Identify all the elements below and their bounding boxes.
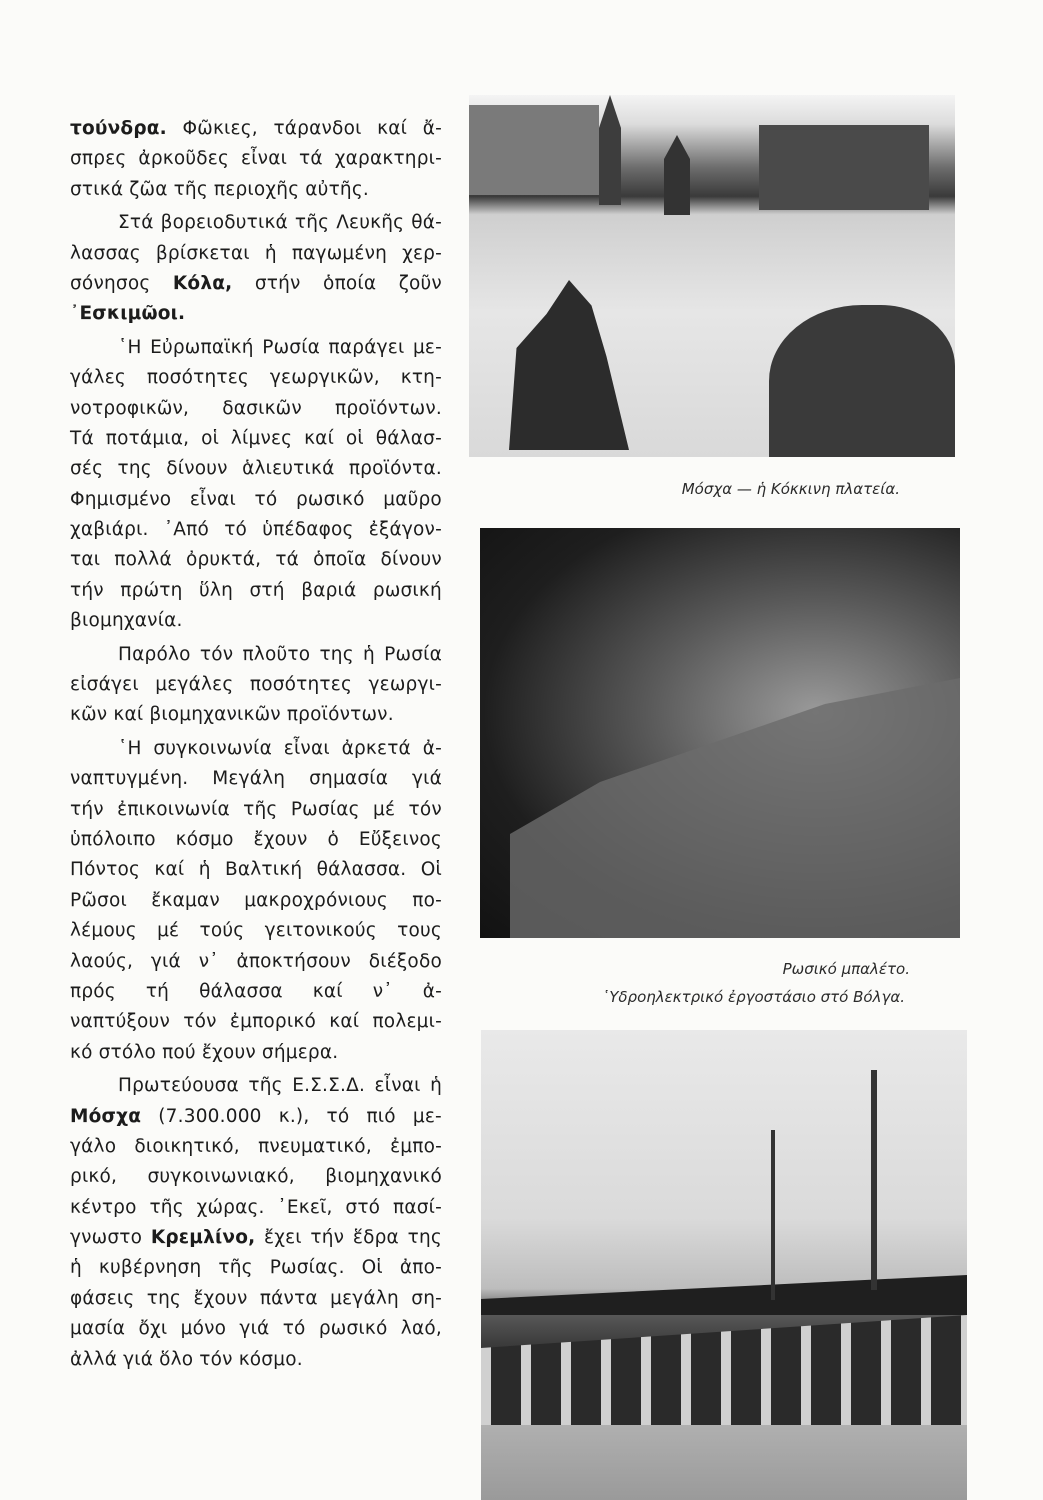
- text-line: [70, 515, 442, 545]
- word: θάλασ-: [375, 427, 442, 449]
- word: ἐπικοινωνία: [117, 798, 230, 820]
- text-line: [70, 545, 442, 575]
- word: τό: [326, 1105, 350, 1127]
- word: τή: [145, 980, 170, 1002]
- word: πολλά: [114, 549, 172, 571]
- text-line: [70, 144, 442, 174]
- word: Πρωτεύουσα: [118, 1075, 239, 1097]
- word: νοτροφικῶν,: [70, 397, 190, 419]
- word: ποσότητες: [146, 367, 249, 389]
- word: βιομηχανικό: [325, 1166, 442, 1188]
- text-line: [70, 825, 442, 855]
- word: τό: [254, 488, 278, 510]
- historical-museum: [759, 125, 929, 210]
- word: τῆς: [248, 1075, 283, 1097]
- word: προϊόντα.: [348, 458, 442, 480]
- word: βαριά: [301, 579, 357, 601]
- word: ἁλιευτικά: [242, 458, 335, 480]
- word: ᾿Εκεῖ,: [277, 1196, 333, 1218]
- word: τά: [275, 549, 300, 571]
- word: Τά: [70, 427, 94, 449]
- word: Ρῶσοι: [70, 889, 127, 911]
- word: Ε.Σ.Σ.Δ.: [292, 1075, 366, 1097]
- paragraph: [70, 114, 442, 205]
- photo-volga-hydroelectric-plant: [481, 1030, 967, 1500]
- word: τόν: [199, 1348, 233, 1370]
- word: ποσότητες: [249, 674, 353, 696]
- word: ἀ-: [422, 980, 442, 1002]
- word: ποτάμια,: [105, 427, 190, 449]
- word: προϊόντων.: [335, 397, 442, 419]
- word: Ρωσίας: [290, 798, 360, 820]
- word: Ρωσία: [384, 643, 442, 665]
- word: τό: [224, 519, 248, 541]
- word: ἔχει: [264, 1227, 302, 1249]
- word: τῆς: [149, 1196, 184, 1218]
- photo-red-square-moscow: [469, 95, 955, 457]
- word: στήν: [254, 272, 301, 294]
- word: σήμερα.: [261, 1041, 339, 1063]
- text-line: [70, 208, 442, 238]
- word: ἡ: [264, 242, 277, 264]
- word: ναπτύξουν: [70, 1011, 170, 1033]
- word: καί: [312, 980, 343, 1002]
- word: πλοῦτο: [242, 643, 311, 665]
- text-line: [70, 700, 442, 730]
- word: ἀποκτήσουν: [236, 950, 351, 972]
- text-line: [70, 947, 442, 977]
- tree: [769, 305, 955, 457]
- word: διοικητικό,: [134, 1135, 240, 1157]
- word: παγωμένη: [291, 242, 388, 264]
- word: πολεμι-: [372, 1011, 442, 1033]
- word: ρωσικό: [295, 488, 365, 510]
- word: Εὐρωπαϊκή: [150, 336, 254, 358]
- word: εἰσάγει: [70, 674, 139, 696]
- word: ἀ-: [422, 737, 442, 759]
- word: τούς: [199, 920, 245, 942]
- word: χώρας.: [196, 1196, 265, 1218]
- word: Οἱ: [361, 1257, 383, 1279]
- word: Στά: [118, 212, 154, 234]
- word: κῶν: [70, 704, 108, 726]
- dam-deck: [481, 1275, 967, 1315]
- word: συγκοινωνιακό,: [147, 1166, 295, 1188]
- word: γιά: [411, 768, 442, 790]
- word: ὁποῖα: [313, 549, 367, 571]
- word: λέμους: [70, 920, 137, 942]
- word: ν᾿: [198, 950, 219, 972]
- word: οἱ: [201, 427, 220, 449]
- word: πασί-: [393, 1196, 442, 1218]
- word: ται: [70, 549, 101, 571]
- word: καί: [154, 859, 185, 881]
- text-line: [70, 1314, 442, 1344]
- word: παράγει: [328, 336, 405, 358]
- word: ἐμπο-: [390, 1135, 442, 1157]
- word: γιά: [123, 1348, 154, 1370]
- dancers-group: [510, 678, 960, 938]
- kremlin-tower: [599, 95, 621, 205]
- text-line: [70, 239, 442, 269]
- word: στό: [345, 1196, 381, 1218]
- word: μόνο: [180, 1318, 227, 1340]
- word: χαρακτηρι-: [334, 148, 442, 170]
- word: Μεγάλη: [212, 768, 286, 790]
- text-line: [70, 977, 442, 1007]
- word: εἶναι: [283, 737, 330, 759]
- word: εἶναι: [374, 1075, 421, 1097]
- word: Φημισμένο: [70, 488, 172, 510]
- word: Βαλτική: [224, 859, 303, 881]
- word: ὄχι: [138, 1318, 168, 1340]
- word: ὁ: [327, 828, 339, 850]
- word: τήν: [310, 1227, 345, 1249]
- word: αὐτῆς.: [305, 178, 369, 200]
- text-line: [70, 764, 442, 794]
- word: δίνουν: [166, 458, 228, 480]
- word: συγκοινωνία: [153, 737, 272, 759]
- word: κυβέρνηση: [98, 1257, 202, 1279]
- word: τους: [397, 920, 442, 942]
- word: πού: [162, 1041, 196, 1063]
- word: πιό: [366, 1105, 396, 1127]
- word: τῆς: [294, 212, 330, 234]
- photo-russian-ballet: [480, 528, 960, 938]
- text-line: [70, 1223, 442, 1253]
- word: πνευματικό,: [258, 1135, 372, 1157]
- word: σές: [70, 458, 104, 480]
- word: Πόντος: [70, 859, 141, 881]
- word: οἱ: [345, 427, 364, 449]
- word: ἔχουν: [253, 828, 308, 850]
- word: βιομηχανία.: [70, 610, 183, 632]
- word: ἀρκετά: [341, 737, 411, 759]
- text-line: [70, 394, 442, 424]
- caption-ballet: Ρωσικό μπαλέτο.: [782, 960, 910, 978]
- word: της: [117, 458, 152, 480]
- text-line: [70, 424, 442, 454]
- word: γνωστο: [70, 1227, 143, 1249]
- text-line: [70, 363, 442, 393]
- word: ὅλο: [159, 1348, 194, 1370]
- word: ὀρυκτά,: [185, 549, 262, 571]
- text-line: [70, 606, 442, 636]
- bold-term: Κόλα,: [172, 272, 233, 294]
- word: γάλες: [70, 367, 126, 389]
- text-line: [70, 114, 442, 144]
- word: γιά: [239, 1318, 270, 1340]
- word: σημασία: [309, 768, 389, 790]
- text-line: [70, 734, 442, 764]
- word: ἀπο-: [399, 1257, 442, 1279]
- word: ἄ-: [422, 118, 442, 139]
- word: λαό,: [400, 1318, 442, 1340]
- paragraph: [70, 208, 442, 330]
- word: μακροχρόνιους: [244, 889, 388, 911]
- word: δίνουν: [380, 549, 442, 571]
- text-line: [70, 485, 442, 515]
- word: ἔχουν: [193, 1287, 248, 1309]
- word: θάλασσα.: [316, 859, 407, 881]
- text-line: [70, 1345, 442, 1375]
- text-line: [70, 855, 442, 885]
- building: [469, 105, 599, 195]
- word: γεωργι-: [368, 674, 442, 696]
- word: με-: [412, 1105, 442, 1127]
- word: ὑπέδαφος: [262, 519, 354, 541]
- word: ζῶα: [129, 178, 168, 200]
- word: ἡ: [430, 1075, 442, 1097]
- word: θά-: [411, 212, 442, 234]
- text-line: [70, 175, 442, 205]
- paragraph: [70, 333, 442, 637]
- text-line: [70, 1007, 442, 1037]
- word: της: [146, 1287, 182, 1309]
- text-line: [70, 916, 442, 946]
- word: πάντα: [259, 1287, 318, 1309]
- body-text-column: [70, 114, 442, 1378]
- word: μασία: [70, 1318, 126, 1340]
- word: γεωργικῶν,: [269, 367, 380, 389]
- text-line: [70, 269, 442, 299]
- word: μεγάλες: [155, 674, 234, 696]
- word: Παρόλο: [118, 643, 191, 665]
- text-line: [70, 1284, 442, 1314]
- word: μεγάλη: [330, 1287, 399, 1309]
- word: στικά: [70, 178, 124, 200]
- word: καί: [329, 1011, 360, 1033]
- bold-term: ᾿Εσκιμῶοι.: [70, 303, 186, 325]
- text-line: [70, 576, 442, 606]
- word: τῆς: [218, 1257, 253, 1279]
- caption-dam: ῾Υδροηλεκτρικό ἐργοστάσιο στό Βόλγα.: [601, 988, 905, 1006]
- text-line: [70, 1132, 442, 1162]
- caption-red-square: Μόσχα — ἡ Κόκκινη πλατεία.: [681, 480, 900, 498]
- word: εἶναι: [189, 488, 236, 510]
- word: προϊόντων.: [286, 704, 394, 726]
- word: βιομηχανικῶν: [149, 704, 281, 726]
- word: βρίσκεται: [155, 242, 250, 264]
- word: ἕδρα: [352, 1227, 399, 1249]
- word: (7.300.000: [158, 1105, 262, 1127]
- word: μέ: [373, 798, 396, 820]
- text-line: [70, 1253, 442, 1283]
- word: κόσμο: [175, 828, 234, 850]
- word: κό: [70, 1041, 93, 1063]
- word: ᾿Από: [163, 519, 209, 541]
- word: τόν: [183, 1011, 217, 1033]
- word: Λευκῆς: [336, 212, 405, 234]
- word: μαῦρο: [383, 488, 442, 510]
- word: τόν: [408, 798, 442, 820]
- word: με-: [412, 336, 442, 358]
- word: ὁποία: [323, 272, 377, 294]
- text-line: [70, 333, 442, 363]
- text-line: [70, 1162, 442, 1192]
- word: ἡ: [70, 1257, 82, 1279]
- word: τῆς: [243, 798, 278, 820]
- bold-term: Μόσχα: [70, 1105, 142, 1127]
- word: κόσμο.: [238, 1348, 303, 1370]
- word: μέ: [157, 920, 180, 942]
- word: τάρανδοι: [273, 118, 362, 139]
- text-line: [70, 299, 442, 329]
- paragraph: [70, 734, 442, 1068]
- word: ναπτυγμένη.: [70, 768, 189, 790]
- pylon: [771, 1130, 775, 1300]
- word: ρικό,: [70, 1166, 118, 1188]
- word: ἀλλά: [70, 1348, 118, 1370]
- word: χερ-: [402, 242, 442, 264]
- word: Ρωσία: [262, 336, 321, 358]
- text-line: [70, 454, 442, 484]
- word: βορειοδυτικά: [160, 212, 288, 234]
- text-line: [70, 640, 442, 670]
- word: ἡ: [198, 859, 211, 881]
- word: πρώτη: [120, 579, 183, 601]
- word: καί: [113, 704, 144, 726]
- paragraph: [70, 1071, 442, 1375]
- word: λασσας: [70, 242, 141, 264]
- word: τήν: [70, 798, 104, 820]
- word: τῆς: [173, 178, 208, 200]
- word: σπρες: [70, 148, 127, 170]
- word: ἔκαμαν: [151, 889, 220, 911]
- word: χαβιάρι.: [70, 519, 149, 541]
- text-line: [70, 795, 442, 825]
- word: κέντρο: [70, 1196, 137, 1218]
- word: ση-: [411, 1287, 442, 1309]
- word: διέξοδο: [368, 950, 442, 972]
- minin-pozharsky-monument: [479, 280, 629, 450]
- word: Οἱ: [420, 859, 442, 881]
- text-line: [70, 1193, 442, 1223]
- word: θάλασσα: [199, 980, 283, 1002]
- word: τήν: [70, 579, 104, 601]
- word: ῾Η: [118, 737, 142, 759]
- word: Φῶκιες,: [182, 118, 258, 139]
- word: γάλο: [70, 1135, 117, 1157]
- word: εἶναι: [241, 148, 288, 170]
- word: λίμνες: [230, 427, 293, 449]
- word: ν᾿: [372, 980, 393, 1002]
- bold-term: Κρεμλίνο,: [150, 1227, 256, 1249]
- word: ρωσική: [372, 579, 442, 601]
- word: τόν: [199, 643, 234, 665]
- word: ἡ: [363, 643, 375, 665]
- kremlin-tower: [664, 135, 690, 215]
- word: ἔχουν: [201, 1041, 256, 1063]
- word: ἐμπορικό: [229, 1011, 316, 1033]
- word: λαούς,: [70, 950, 134, 972]
- word: στή: [249, 579, 285, 601]
- word: ἐξάγον-: [368, 519, 442, 541]
- text-line: [70, 886, 442, 916]
- text-line: [70, 670, 442, 700]
- word: ῾Η: [118, 336, 142, 358]
- word: της: [319, 643, 354, 665]
- word: πρός: [70, 980, 116, 1002]
- word: κ.),: [278, 1105, 310, 1127]
- word: στόλο: [98, 1041, 157, 1063]
- word: φάσεις: [70, 1287, 135, 1309]
- text-line: [70, 1038, 442, 1068]
- text-line: [70, 1071, 442, 1101]
- word: περιοχῆς: [213, 178, 300, 200]
- word: ρωσικό: [318, 1318, 388, 1340]
- word: δασικῶν: [222, 397, 302, 419]
- word: τό: [282, 1318, 306, 1340]
- paragraph: [70, 640, 442, 731]
- word: Εὔξεινος: [358, 828, 442, 850]
- pylon: [871, 1070, 877, 1290]
- word: γιά: [150, 950, 181, 972]
- word: της: [407, 1227, 442, 1249]
- word: καί: [377, 118, 408, 139]
- word: ζοῦν: [398, 272, 442, 294]
- word: ὑπόλοιπο: [70, 828, 156, 850]
- word: καί: [304, 427, 335, 449]
- text-line: [70, 1102, 442, 1132]
- word: γειτονικούς: [264, 920, 377, 942]
- dam-pillars: [481, 1315, 967, 1425]
- word: κτη-: [400, 367, 442, 389]
- word: σόνησος: [70, 272, 151, 294]
- word: πο-: [412, 889, 442, 911]
- word: ὕλη: [199, 579, 234, 601]
- word: Ρωσίας.: [269, 1257, 345, 1279]
- word: τά: [299, 148, 323, 170]
- word: ἀρκοῦδες: [138, 148, 230, 170]
- bold-term: τούνδρα.: [70, 118, 167, 139]
